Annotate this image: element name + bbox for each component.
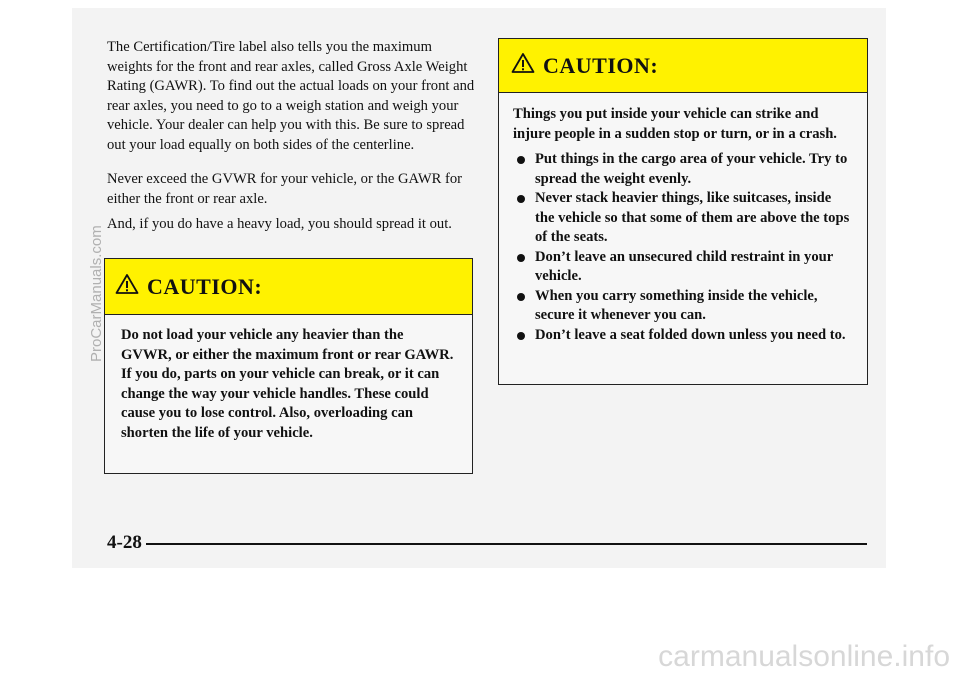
- caution-box-overload: [104, 258, 473, 474]
- bullet-item: Never stack heavier things, like suitcases, inside the vehicle so that some of them are above the tops of the seats.: [513, 189, 853, 248]
- bullet-item: When you carry something inside the vehicle, secure it whenever you can.: [513, 287, 853, 326]
- side-watermark: ProCarManuals.com: [88, 225, 105, 362]
- caution-text: Do not load your vehicle any heavier than the GVWR, or either the maximum front or rear GAWR. If you do, parts on your vehicle can break, or it can change the way your vehicle handles. These could cause you to lose control. Also, overloading can shorten the life of your vehicle.: [121, 327, 454, 441]
- caution-header: [499, 39, 867, 93]
- bullet-item: Don’t leave a seat folded down unless you need to.: [513, 326, 853, 346]
- paragraph-never-exceed: Never exceed the GVWR for your vehicle, or the GAWR for either the front or rear axle.: [107, 171, 463, 207]
- caution-bullet-list: [513, 150, 853, 345]
- bullet-item: Don’t leave an unsecured child restraint in your vehicle.: [513, 248, 853, 287]
- page-number: 4-28: [107, 532, 142, 553]
- paragraph-spread-load: And, if you do have a heavy load, you should spread it out.: [107, 216, 452, 232]
- caution-header: [105, 259, 472, 315]
- bullet-item: Put things in the cargo area of your vehicle. Try to spread the weight evenly.: [513, 150, 853, 189]
- caution-box-cargo: [498, 38, 868, 385]
- warning-triangle-icon: [115, 273, 139, 300]
- caution-title: CAUTION:: [543, 52, 659, 78]
- caution-title: CAUTION:: [147, 273, 263, 299]
- bottom-watermark: carmanualsonline.info: [658, 640, 950, 673]
- caution-body: [499, 93, 867, 353]
- warning-triangle-icon: [511, 52, 535, 79]
- paragraph-gawr: The Certification/Tire label also tells you the maximum weights for the front and rear axles, called Gross Axle Weight Rating (GAWR). To find out the actual loads on your front and rear axles, you need to go to a weigh station and weigh your vehicle. Your dealer can help you with this. Be sure to spread out your load equally on both sides of the centerline.: [107, 39, 475, 153]
- footer-rule: [146, 543, 867, 545]
- caution-intro: Things you put inside your vehicle can strike and injure people in a sudden stop or turn, or in a crash.: [513, 106, 837, 142]
